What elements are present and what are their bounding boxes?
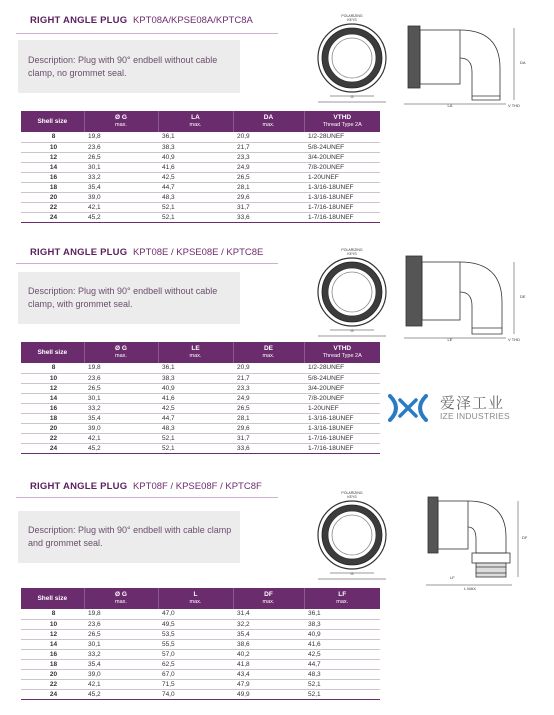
table-cell: 67,0 [158,669,233,679]
table-cell: 39,0 [84,669,158,679]
shell-size-cell: 20 [21,192,84,202]
title-codes: KPT08A/KPSE08A/KPTC8A [132,15,253,26]
table-cell: 30,1 [84,639,158,649]
table-cell: 42,1 [84,433,158,443]
table-cell: 26,5 [84,383,158,393]
shell-size-cell: 20 [21,669,84,679]
title-rule [16,263,278,264]
label-keys: KEYS [347,18,357,22]
table-cell: 1-3/16-18UNEF [304,192,380,202]
table-row [21,383,380,393]
table-cell: 23,6 [84,142,158,152]
section-kpt08f [0,473,554,715]
col-header: Ø G max. [84,342,158,363]
table-cell: 33,2 [84,172,158,182]
col-header: LE max. [158,342,233,363]
label-g: G [350,94,354,99]
table-cell: 36,1 [158,132,233,142]
table-cell: 23,3 [233,152,304,162]
shell-size-cell: 16 [21,172,84,182]
table-header-row [21,588,380,609]
table-cell: 52,1 [158,443,233,453]
table-cell: 31,7 [233,433,304,443]
description-box [18,272,240,324]
description-text: Description: Plug with 90° endbell with cable clamp and grommet seal. [28,525,232,548]
table-cell: 28,1 [233,413,304,423]
table-cell: 55,5 [158,639,233,649]
table-row [21,679,380,689]
shell-size-cell: 22 [21,679,84,689]
table-cell: 1-20UNEF [304,172,380,182]
label-g: G [350,328,354,333]
logo-chinese: 爱泽工业 [440,394,505,412]
table-row [21,132,380,142]
section-title [30,247,263,258]
label-polarizing: POLARIZING [341,248,363,252]
table-cell: 19,8 [84,609,158,619]
shell-size-cell: 18 [21,659,84,669]
table-cell: 48,3 [158,423,233,433]
table-row [21,649,380,659]
drawing-svg [300,487,540,591]
shell-size-cell: 18 [21,413,84,423]
table-body [21,609,380,699]
table-body [21,132,380,222]
shell-size-cell: 18 [21,182,84,192]
table-row [21,162,380,172]
shell-size-cell: 22 [21,202,84,212]
table-cell: 52,1 [158,433,233,443]
col-header: L max. [158,588,233,609]
table-cell: 1-7/16-18UNEF [304,443,380,453]
table-row [21,192,380,202]
table-cell: 35,4 [84,182,158,192]
col-header: Shell size [21,111,84,132]
table-cell: 49,5 [158,619,233,629]
shell-size-cell: 22 [21,433,84,443]
drawing-svg [300,242,540,342]
table-cell: 41,6 [158,393,233,403]
table-cell: 33,6 [233,443,304,453]
col-header: VTHD Thread Type 2A [304,111,380,132]
shell-size-cell: 14 [21,162,84,172]
table-row [21,142,380,152]
table-cell: 49,9 [233,689,304,699]
col-header: LA max. [158,111,233,132]
label-polarizing: POLARIZING [341,14,363,18]
label-g: G [350,571,354,576]
table-cell: 29,6 [233,423,304,433]
drawing-svg [300,8,540,108]
table-cell: 44,7 [158,182,233,192]
shell-size-cell: 14 [21,393,84,403]
table-row [21,373,380,383]
description-box [18,40,240,93]
table-row [21,182,380,192]
shell-size-cell: 24 [21,212,84,222]
table-cell: 44,7 [304,659,380,669]
table-row [21,669,380,679]
table-row [21,403,380,413]
table-cell: 40,2 [233,649,304,659]
table-cell: 23,6 [84,373,158,383]
table-cell: 30,1 [84,162,158,172]
table-cell: 47,9 [233,679,304,689]
label-keys: KEYS [347,252,357,256]
shell-size-cell: 12 [21,383,84,393]
table-header-row [21,111,380,132]
col-header: DA max. [233,111,304,132]
table-cell: 36,1 [158,363,233,373]
shell-size-cell: 10 [21,619,84,629]
table-cell: 52,1 [304,679,380,689]
table-cell: 1-7/16-18UNEF [304,202,380,212]
shell-size-cell: 12 [21,629,84,639]
label-d: DE [520,294,526,299]
table-cell: 42,5 [158,403,233,413]
table-row [21,659,380,669]
section-kpt08a [0,0,554,240]
connector-drawing [300,242,540,342]
shell-size-cell: 14 [21,639,84,649]
table-row [21,172,380,182]
table-cell: 33,2 [84,649,158,659]
table-cell: 43,4 [233,669,304,679]
label-d: DF [522,535,528,540]
table-row [21,639,380,649]
col-header: DF max. [233,588,304,609]
table-cell: 1-3/16-18UNEF [304,413,380,423]
section-title [30,15,253,26]
table-cell: 35,4 [84,413,158,423]
table-cell: 38,3 [304,619,380,629]
table-row [21,202,380,212]
col-header: Ø G max. [84,588,158,609]
label-keys: KEYS [347,495,357,499]
table-cell: 20,9 [233,132,304,142]
table-cell: 71,5 [158,679,233,689]
label-polarizing: POLARIZING [341,491,363,495]
table-cell: 39,0 [84,423,158,433]
side-view [426,497,518,585]
label-v: V THD [508,103,520,108]
table-cell: 38,3 [158,142,233,152]
label-v: V THD [508,337,520,342]
table-cell: 3/4-20UNEF [304,383,380,393]
table-row [21,363,380,373]
table-cell: 74,0 [158,689,233,699]
table-cell: 42,1 [84,679,158,689]
label-l: LE [447,337,453,342]
table-cell: 26,5 [233,403,304,413]
table-cell: 48,3 [158,192,233,202]
table-cell: 45,2 [84,689,158,699]
col-header: LF max. [304,588,380,609]
table-cell: 1/2-28UNEF [304,363,380,373]
table-header-row [21,342,380,363]
table-cell: 41,8 [233,659,304,669]
title-bold: RIGHT ANGLE PLUG [30,481,128,492]
shell-size-cell: 8 [21,132,84,142]
table-cell: 26,5 [84,629,158,639]
table-cell: 3/4-20UNEF [304,152,380,162]
table-cell: 31,4 [233,609,304,619]
table-cell: 38,6 [233,639,304,649]
title-rule [16,33,278,34]
table-row [21,423,380,433]
col-header: Shell size [21,342,84,363]
connector-drawing [300,487,540,591]
title-rule [16,497,278,498]
section-title [30,481,262,492]
description-text: Description: Plug with 90° endbell without cable clamp, no grommet seal. [28,54,218,78]
table-cell: 36,1 [304,609,380,619]
table-cell: 47,0 [158,609,233,619]
table-cell: 19,8 [84,363,158,373]
table-cell: 7/8-20UNEF [304,393,380,403]
side-view [404,26,514,104]
title-bold: RIGHT ANGLE PLUG [30,15,128,26]
table-cell: 40,9 [158,152,233,162]
shell-size-cell: 8 [21,363,84,373]
table-cell: 30,1 [84,393,158,403]
shell-size-cell: 8 [21,609,84,619]
table-cell: 1-7/16-18UNEF [304,433,380,443]
table-body [21,363,380,453]
table-cell: 20,9 [233,363,304,373]
shell-size-cell: 24 [21,443,84,453]
table-cell: 21,7 [233,142,304,152]
table-cell: 52,1 [158,212,233,222]
table-row [21,609,380,619]
label-l: L MAX [464,586,476,591]
shell-size-cell: 10 [21,373,84,383]
table-cell: 52,1 [304,689,380,699]
spec-table [21,342,380,454]
table-cell: 39,0 [84,192,158,202]
table-cell: 45,2 [84,443,158,453]
table-cell: 32,2 [233,619,304,629]
table-cell: 29,6 [233,192,304,202]
table-cell: 41,6 [158,162,233,172]
table-cell: 48,3 [304,669,380,679]
logo-english: IZE INDUSTRIES [440,411,510,421]
table-row [21,212,380,222]
table-cell: 5/8-24UNEF [304,142,380,152]
table-cell: 1-3/16-18UNEF [304,182,380,192]
brand-logo [384,390,534,426]
table-cell: 24,9 [233,393,304,403]
ize-logo-icon [384,390,432,426]
table-cell: 7/8-20UNEF [304,162,380,172]
table-row [21,443,380,453]
table-cell: 26,5 [233,172,304,182]
side-view [404,256,514,338]
label-d: DA [520,60,526,65]
table-cell: 1/2-28UNEF [304,132,380,142]
table-cell: 23,6 [84,619,158,629]
table-cell: 31,7 [233,202,304,212]
table-cell: 57,0 [158,649,233,659]
table-cell: 5/8-24UNEF [304,373,380,383]
table-row [21,433,380,443]
table-cell: 1-7/16-18UNEF [304,212,380,222]
shell-size-cell: 16 [21,403,84,413]
table-cell: 1-20UNEF [304,403,380,413]
label-l: LA [447,103,453,108]
shell-size-cell: 12 [21,152,84,162]
connector-drawing [300,8,540,108]
table-cell: 26,5 [84,152,158,162]
section-kpt08e [0,238,554,478]
shell-size-cell: 10 [21,142,84,152]
table-cell: 19,8 [84,132,158,142]
col-header: Ø G max. [84,111,158,132]
table-cell: 40,9 [158,383,233,393]
table-cell: 23,3 [233,383,304,393]
table-cell: 35,4 [233,629,304,639]
table-cell: 33,2 [84,403,158,413]
col-header: Shell size [21,588,84,609]
shell-size-cell: 24 [21,689,84,699]
table-row [21,393,380,403]
table-cell: 42,5 [158,172,233,182]
label-v: LF [450,575,455,580]
table-cell: 45,2 [84,212,158,222]
title-codes: KPT08F / KPSE08F / KPTC8F [132,481,262,492]
col-header: VTHD Thread Type 2A [304,342,380,363]
spec-table [21,111,380,223]
shell-size-cell: 20 [21,423,84,433]
table-cell: 33,6 [233,212,304,222]
spec-table [21,588,380,700]
front-view [318,24,386,102]
table-cell: 1-3/16-18UNEF [304,423,380,433]
table-cell: 42,5 [304,649,380,659]
table-cell: 52,1 [158,202,233,212]
description-box [18,511,240,563]
title-codes: KPT08E / KPSE08E / KPTC8E [132,247,264,258]
table-cell: 44,7 [158,413,233,423]
table-row [21,689,380,699]
table-cell: 28,1 [233,182,304,192]
front-view [318,258,386,336]
table-cell: 24,9 [233,162,304,172]
front-view [318,501,386,579]
table-cell: 40,9 [304,629,380,639]
table-row [21,152,380,162]
table-cell: 42,1 [84,202,158,212]
col-header: DE max. [233,342,304,363]
table-cell: 41,6 [304,639,380,649]
table-cell: 21,7 [233,373,304,383]
description-text: Description: Plug with 90° endbell without cable clamp, with grommet seal. [28,286,218,309]
table-row [21,413,380,423]
table-cell: 38,3 [158,373,233,383]
table-cell: 35,4 [84,659,158,669]
table-row [21,619,380,629]
table-row [21,629,380,639]
table-cell: 53,5 [158,629,233,639]
title-bold: RIGHT ANGLE PLUG [30,247,128,258]
table-cell: 62,5 [158,659,233,669]
shell-size-cell: 16 [21,649,84,659]
